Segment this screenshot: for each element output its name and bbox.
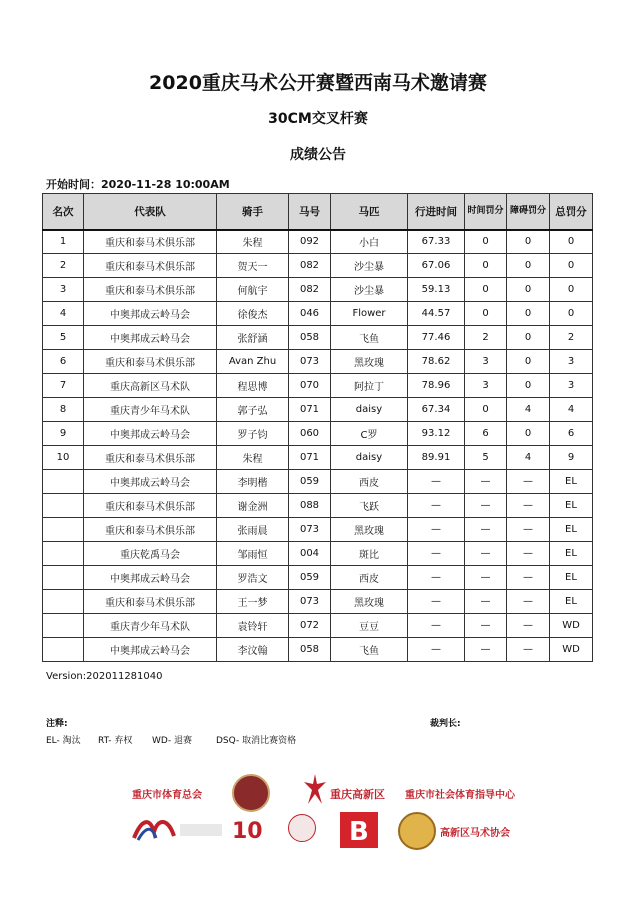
table-row	[43, 230, 593, 254]
cell-total-penalty: WD	[550, 614, 593, 638]
cell-horse-number: 059	[289, 470, 331, 494]
cell-rider: 罗浩文	[217, 566, 289, 590]
cell-rider: 邹雨恒	[217, 542, 289, 566]
cell-rider: 徐俊杰	[217, 302, 289, 326]
cell-time: —	[408, 638, 465, 662]
cell-time: 67.06	[408, 254, 465, 278]
cell-rider: 王一梦	[217, 590, 289, 614]
start-time: 开始时间：2020-11-28 10:00AM	[46, 178, 230, 191]
cell-rank: 7	[43, 374, 84, 398]
col-horse-number: 马号	[289, 194, 331, 230]
cell-horse: 西皮	[331, 470, 408, 494]
cell-time-penalty: —	[465, 494, 507, 518]
table-row	[43, 446, 593, 470]
cell-team: 重庆和泰马术俱乐部	[84, 590, 217, 614]
legend-el: EL- 淘汰	[46, 736, 81, 746]
col-time: 行进时间	[408, 194, 465, 230]
cell-rank: 2	[43, 254, 84, 278]
table-row	[43, 518, 593, 542]
logo-anniversary-10-icon	[230, 814, 270, 846]
cell-horse-number: 071	[289, 446, 331, 470]
cell-obstacle-penalty: 0	[507, 326, 550, 350]
logo-horse-medal-icon	[398, 812, 436, 850]
cell-horse: daisy	[331, 446, 408, 470]
cell-obstacle-penalty: 0	[507, 422, 550, 446]
legend-wd: WD- 退赛	[152, 736, 192, 746]
cell-rank: 8	[43, 398, 84, 422]
cell-obstacle-penalty: —	[507, 638, 550, 662]
cell-horse-number: 088	[289, 494, 331, 518]
logo-high-tech-zone: 重庆高新区	[330, 788, 385, 801]
cell-obstacle-penalty: 0	[507, 374, 550, 398]
page-title: 2020重庆马术公开赛暨西南马术邀请赛	[149, 72, 487, 94]
cell-team: 中奥邦成云岭马会	[84, 302, 217, 326]
cell-total-penalty: WD	[550, 638, 593, 662]
cell-obstacle-penalty: —	[507, 518, 550, 542]
cell-rank: 4	[43, 302, 84, 326]
cell-total-penalty: 9	[550, 446, 593, 470]
results-table	[42, 193, 593, 662]
cell-rank	[43, 542, 84, 566]
cell-rider: 谢金洲	[217, 494, 289, 518]
cell-horse-number: 092	[289, 230, 331, 254]
cell-team: 重庆乾禹马会	[84, 542, 217, 566]
cell-horse: 飞跃	[331, 494, 408, 518]
cell-time-penalty: 2	[465, 326, 507, 350]
cell-obstacle-penalty: 4	[507, 446, 550, 470]
cell-time-penalty: 0	[465, 230, 507, 254]
cell-horse: 黑玫瑰	[331, 350, 408, 374]
col-horse: 马匹	[331, 194, 408, 230]
cell-time-penalty: 3	[465, 350, 507, 374]
cell-time-penalty: —	[465, 518, 507, 542]
cell-team: 重庆和泰马术俱乐部	[84, 518, 217, 542]
cell-time-penalty: 0	[465, 302, 507, 326]
cell-total-penalty: EL	[550, 566, 593, 590]
cell-total-penalty: 3	[550, 374, 593, 398]
cell-total-penalty: 0	[550, 278, 593, 302]
cell-rank: 3	[43, 278, 84, 302]
col-time-penalty: 时间罚分	[465, 194, 507, 230]
cell-rider: 贺天一	[217, 254, 289, 278]
section-title: 成绩公告	[290, 147, 346, 163]
cell-rank: 1	[43, 230, 84, 254]
cell-total-penalty: 6	[550, 422, 593, 446]
cell-time: 44.57	[408, 302, 465, 326]
cell-obstacle-penalty: 0	[507, 254, 550, 278]
cell-horse-number: 073	[289, 518, 331, 542]
cell-time: 67.34	[408, 398, 465, 422]
cell-obstacle-penalty: 0	[507, 230, 550, 254]
cell-rider: 罗子钧	[217, 422, 289, 446]
cell-horse-number: 060	[289, 422, 331, 446]
cell-team: 中奥邦成云岭马会	[84, 470, 217, 494]
cell-rank	[43, 614, 84, 638]
table-row	[43, 470, 593, 494]
cell-horse-number: 059	[289, 566, 331, 590]
cell-team: 中奥邦成云岭马会	[84, 422, 217, 446]
cell-obstacle-penalty: 0	[507, 278, 550, 302]
table-row	[43, 326, 593, 350]
cell-time: 89.91	[408, 446, 465, 470]
cell-team: 中奥邦成云岭马会	[84, 566, 217, 590]
table-row	[43, 398, 593, 422]
cell-team: 重庆和泰马术俱乐部	[84, 254, 217, 278]
cell-time-penalty: —	[465, 590, 507, 614]
col-team: 代表队	[84, 194, 217, 230]
cell-total-penalty: 0	[550, 302, 593, 326]
logo-b-brand-icon	[340, 812, 378, 848]
cell-horse-number: 073	[289, 350, 331, 374]
referee-label: 裁判长:	[430, 719, 461, 729]
legend-rt: RT- 弃权	[98, 736, 133, 746]
cell-horse: Flower	[331, 302, 408, 326]
cell-horse: 黑玫瑰	[331, 518, 408, 542]
cell-rank	[43, 638, 84, 662]
cell-rank	[43, 590, 84, 614]
cell-horse-number: 082	[289, 278, 331, 302]
cell-rank	[43, 494, 84, 518]
logo-social-sports-center: 重庆市社会体育指导中心	[405, 790, 515, 801]
cell-total-penalty: EL	[550, 470, 593, 494]
svg-text:10: 10	[232, 819, 263, 844]
cell-rider: 张舒涵	[217, 326, 289, 350]
cell-team: 重庆和泰马术俱乐部	[84, 278, 217, 302]
cell-obstacle-penalty: —	[507, 542, 550, 566]
cell-total-penalty: 0	[550, 230, 593, 254]
cell-time: —	[408, 518, 465, 542]
cell-rank	[43, 470, 84, 494]
cell-horse: 斑比	[331, 542, 408, 566]
logo-sports-federation: 重庆市体育总会	[132, 790, 202, 801]
cell-rider: 张雨晨	[217, 518, 289, 542]
table-row	[43, 254, 593, 278]
table-row	[43, 302, 593, 326]
table-row	[43, 566, 593, 590]
cell-rank	[43, 566, 84, 590]
cell-total-penalty: EL	[550, 494, 593, 518]
table-header-row	[43, 194, 593, 230]
col-obstacle-penalty: 障碍罚分	[507, 194, 550, 230]
cell-time: —	[408, 542, 465, 566]
cell-obstacle-penalty: 0	[507, 350, 550, 374]
cell-rank: 6	[43, 350, 84, 374]
cell-team: 重庆和泰马术俱乐部	[84, 350, 217, 374]
cell-rank: 9	[43, 422, 84, 446]
cell-rider: 何航宇	[217, 278, 289, 302]
logo-emblem-horse-icon	[232, 774, 270, 812]
cell-total-penalty: EL	[550, 542, 593, 566]
version-label: Version:202011281040	[46, 671, 163, 682]
cell-total-penalty: 2	[550, 326, 593, 350]
col-total-penalty: 总罚分	[550, 194, 593, 230]
cell-horse-number: 073	[289, 590, 331, 614]
cell-time-penalty: 6	[465, 422, 507, 446]
cell-horse: 小白	[331, 230, 408, 254]
cell-time-penalty: 0	[465, 398, 507, 422]
cell-total-penalty: 4	[550, 398, 593, 422]
table-row	[43, 590, 593, 614]
cell-time: 93.12	[408, 422, 465, 446]
cell-team: 中奥邦成云岭马会	[84, 638, 217, 662]
cell-total-penalty: 0	[550, 254, 593, 278]
cell-time: 77.46	[408, 326, 465, 350]
col-rank: 名次	[43, 194, 84, 230]
cell-horse: 黑玫瑰	[331, 590, 408, 614]
cell-time: —	[408, 494, 465, 518]
cell-time-penalty: 3	[465, 374, 507, 398]
cell-team: 重庆和泰马术俱乐部	[84, 446, 217, 470]
cell-team: 重庆青少年马术队	[84, 614, 217, 638]
cell-time: —	[408, 614, 465, 638]
cell-time: —	[408, 470, 465, 494]
cell-team: 重庆和泰马术俱乐部	[84, 230, 217, 254]
cell-horse-number: 082	[289, 254, 331, 278]
cell-time-penalty: 0	[465, 254, 507, 278]
legend-dsq: DSQ- 取消比赛资格	[216, 736, 297, 746]
cell-horse: C罗	[331, 422, 408, 446]
svg-text:B: B	[349, 817, 369, 847]
cell-total-penalty: EL	[550, 518, 593, 542]
notes-label: 注释:	[46, 719, 68, 729]
cell-time-penalty: —	[465, 470, 507, 494]
cell-horse: 沙尘暴	[331, 254, 408, 278]
cell-time: 67.33	[408, 230, 465, 254]
cell-horse: 沙尘暴	[331, 278, 408, 302]
cell-team: 中奥邦成云岭马会	[84, 326, 217, 350]
cell-rider: 程思博	[217, 374, 289, 398]
cell-horse: 西皮	[331, 566, 408, 590]
cell-time-penalty: 5	[465, 446, 507, 470]
table-row	[43, 350, 593, 374]
cell-time-penalty: 0	[465, 278, 507, 302]
cell-horse-number: 058	[289, 638, 331, 662]
cell-time-penalty: —	[465, 542, 507, 566]
cell-horse-number: 058	[289, 326, 331, 350]
cell-rider: 李汶翰	[217, 638, 289, 662]
cell-rider: 李明楷	[217, 470, 289, 494]
table-row	[43, 614, 593, 638]
cell-time-penalty: —	[465, 566, 507, 590]
logo-ribbon-icon	[132, 816, 176, 844]
cell-rider: 朱程	[217, 446, 289, 470]
cell-rider: Avan Zhu	[217, 350, 289, 374]
cell-horse-number: 004	[289, 542, 331, 566]
table-body	[43, 230, 593, 662]
table-row	[43, 278, 593, 302]
cell-obstacle-penalty: —	[507, 566, 550, 590]
cell-rider: 朱程	[217, 230, 289, 254]
cell-rider: 袁铃轩	[217, 614, 289, 638]
logo-equestrian-association: 高新区马术协会	[440, 828, 510, 839]
cell-obstacle-penalty: 0	[507, 302, 550, 326]
cell-obstacle-penalty: 4	[507, 398, 550, 422]
cell-team: 重庆和泰马术俱乐部	[84, 494, 217, 518]
cell-time: —	[408, 590, 465, 614]
logo-small-text-icon	[180, 824, 222, 836]
cell-rider: 郭子弘	[217, 398, 289, 422]
cell-obstacle-penalty: —	[507, 590, 550, 614]
logo-club-seal-icon	[288, 814, 316, 842]
cell-time-penalty: —	[465, 614, 507, 638]
cell-obstacle-penalty: —	[507, 470, 550, 494]
table-row	[43, 638, 593, 662]
cell-horse-number: 046	[289, 302, 331, 326]
cell-rank	[43, 518, 84, 542]
table-row	[43, 422, 593, 446]
cell-horse-number: 071	[289, 398, 331, 422]
cell-horse-number: 070	[289, 374, 331, 398]
cell-horse-number: 072	[289, 614, 331, 638]
cell-time: 78.96	[408, 374, 465, 398]
cell-horse: daisy	[331, 398, 408, 422]
cell-team: 重庆青少年马术队	[84, 398, 217, 422]
cell-total-penalty: EL	[550, 590, 593, 614]
cell-rank: 5	[43, 326, 84, 350]
cell-obstacle-penalty: —	[507, 614, 550, 638]
cell-team: 重庆高新区马术队	[84, 374, 217, 398]
table-row	[43, 494, 593, 518]
cell-rank: 10	[43, 446, 84, 470]
table-row	[43, 374, 593, 398]
cell-time: 59.13	[408, 278, 465, 302]
col-rider: 骑手	[217, 194, 289, 230]
logo-high-tech-zone-icon	[304, 774, 326, 804]
cell-horse: 飞鱼	[331, 326, 408, 350]
cell-time-penalty: —	[465, 638, 507, 662]
table-row	[43, 542, 593, 566]
cell-horse: 飞鱼	[331, 638, 408, 662]
cell-time: 78.62	[408, 350, 465, 374]
cell-total-penalty: 3	[550, 350, 593, 374]
cell-horse: 豆豆	[331, 614, 408, 638]
cell-horse: 阿拉丁	[331, 374, 408, 398]
event-subtitle: 30CM交叉杆赛	[268, 111, 368, 127]
cell-time: —	[408, 566, 465, 590]
cell-obstacle-penalty: —	[507, 494, 550, 518]
